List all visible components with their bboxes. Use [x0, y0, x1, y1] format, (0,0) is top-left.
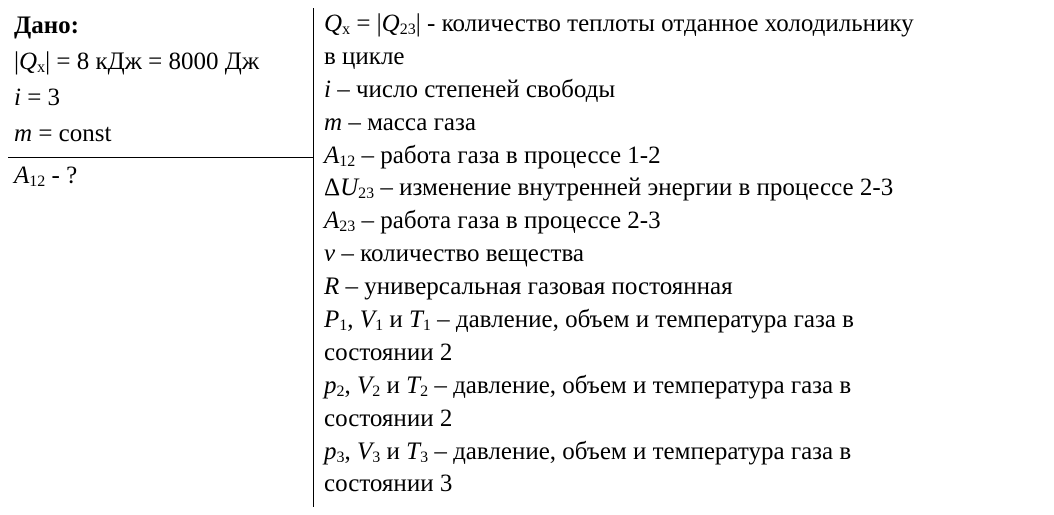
- legend-line-8: ν – количество вещества: [324, 240, 585, 268]
- given-mass-line: m = const: [14, 120, 112, 147]
- legend-line-1: $Q_х = |Q_{23}|$ - количество теплоты отданное холодильнику: [324, 10, 914, 38]
- legend-line-4: m – масса газа: [324, 108, 476, 136]
- legend-line-9: R – универсальная газовая постоянная: [324, 273, 733, 301]
- given-heading-line: [14, 8, 309, 44]
- given-heading: Дано:: [14, 12, 79, 39]
- find-line: $A_{12}$ - ?: [14, 162, 78, 190]
- given-degrees-line: i = 3: [14, 84, 61, 111]
- legend-line-15: состоянии 3: [324, 470, 453, 498]
- legend-line-10: $P_1$, $V_1$ и $T_1$ – давление, объем и температура газа в: [324, 306, 854, 335]
- legend-line-6: $\Delta U_{23}$ – изменение внутренней энергии в процессе 2-3: [324, 174, 894, 203]
- legend-line-11: состоянии 2: [324, 338, 453, 366]
- legend-section: [324, 8, 1044, 501]
- find-section: [14, 158, 309, 194]
- legend-line-5: $A_{12}$ – работа газа в процессе 1-2: [324, 141, 661, 170]
- legend-line-13: состоянии 2: [324, 404, 453, 432]
- legend-line-2: в цикле: [324, 42, 405, 70]
- legend-line-7: $A_{23}$ – работа газа в процессе 2-3: [324, 207, 661, 236]
- legend-line-3: i – число степеней свободы: [324, 75, 616, 103]
- legend-line-12: $p_2$, $V_2$ и $T_2$ – давление, объем и температура газа в: [324, 371, 852, 400]
- given-section: [14, 8, 309, 152]
- given-heat-line: $|Q_х| = 8$ кДж = 8000 Дж: [14, 48, 260, 76]
- legend-line-14: $p_3$, $V_3$ и $T_3$ – давление, объем и температура газа в: [324, 437, 852, 466]
- column-divider: [313, 8, 314, 507]
